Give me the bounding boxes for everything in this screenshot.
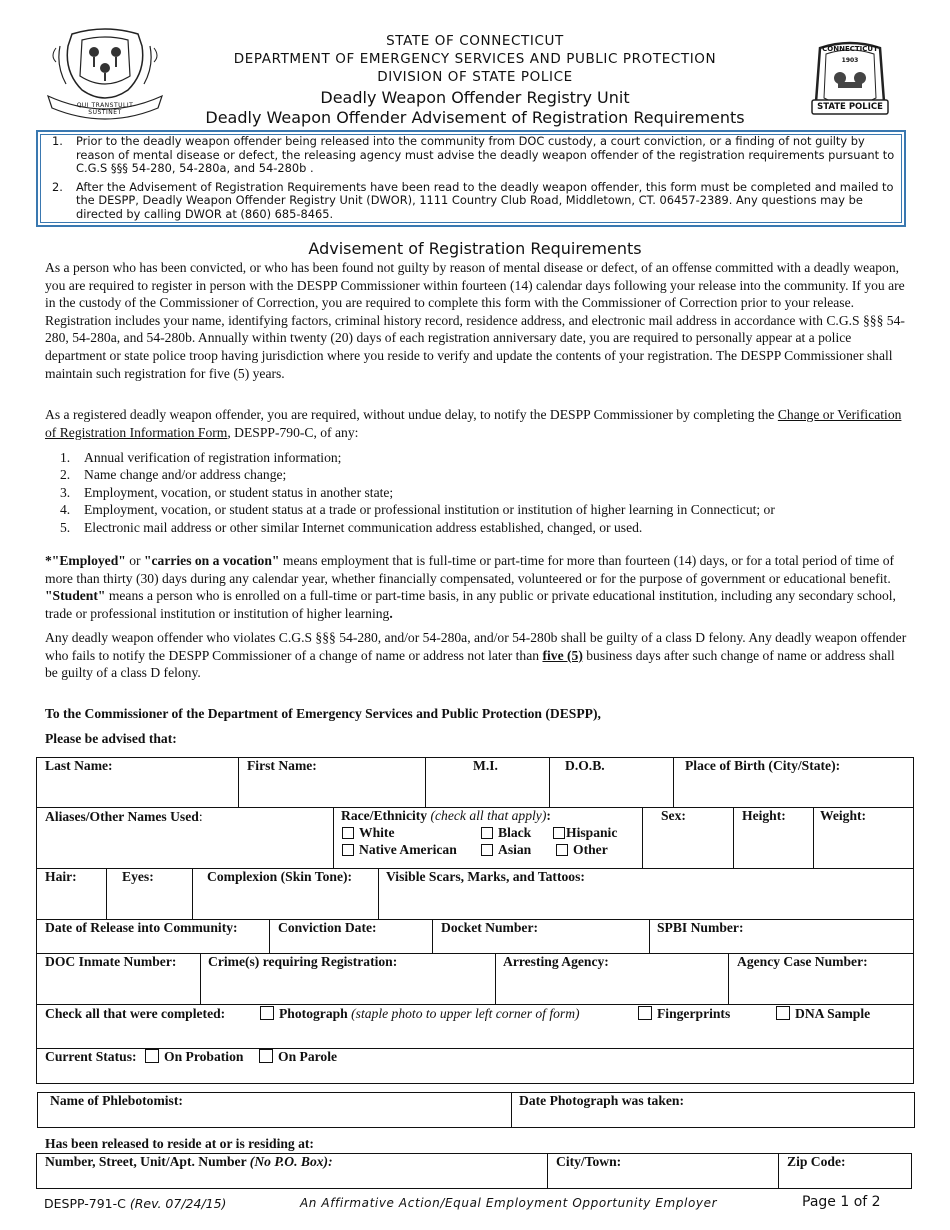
scars-marks-tattoos-field[interactable]: Visible Scars, Marks, and Tattoos: bbox=[386, 869, 585, 884]
arresting-agency-field[interactable]: Arresting Agency: bbox=[503, 954, 609, 969]
fingerprints-checkbox[interactable]: Fingerprints bbox=[638, 1006, 730, 1022]
notification-list bbox=[60, 449, 900, 536]
place-of-birth-field[interactable]: Place of Birth (City/State): bbox=[685, 758, 841, 773]
change-verification-form-link[interactable]: Change or Verification of Registration Information Form bbox=[45, 407, 902, 440]
header-state: STATE OF CONNECTICUT bbox=[386, 33, 564, 49]
definitions-paragraph: *"Employed" or "carries on a vocation" means employment that is full-time or part-time for more than fourteen (14) days, or for a total period of time of more than thirty (30) days during any calendar year, whether financially compensated, volunteered or for the purpose of government or educational benefit. "Student" means a person who is enrolled on a full-time or part-time basis, in any public or private educational institution, including any secondary school, trade or professional institution or institution of higher learning. bbox=[45, 553, 896, 621]
instruction-item: 2. After the Advisement of Registration Requirements have been read to the deadly weapon offender, this form must be completed and mailed to the DESPP, Deadly Weapon Offender Registry Unit (DWOR), 1111 Country Club Road, Middletown, CT. 06457-2389. Any questions may be directed by calling DWOR at (860) 685-8465. bbox=[52, 179, 894, 221]
checkbox-icon bbox=[481, 827, 493, 839]
penalty-paragraph: Any deadly weapon offender who violates C.G.S §§§ 54-280, and/or 54-280a, and/or 54-280b shall be guilty of a class D felony. Any deadly weapon offender who fails to notify the DESPP Commissioner of a change of name or address not later than five (5) business days after such change of name or address shall be guilty of a class D felony. bbox=[45, 630, 907, 681]
advisement-paragraph-1: As a person who has been convicted, or who has been found not guilty by reason of mental disease or defect, of an offense committed with a deadly weapon, you are required to register in person with the DESPP Commissioner within fourteen (14) calendar days following your release into the community. If you are in the custody of the Commissioner of Correction, you are required to complete this form with the Commissioner of Correction prior to your release. Registration includes your name, identifying factors, criminal history record, residence address, and electronic mail address in accordance with C.G.S §§§ 54-280, 54-280a, and 54-280b. Annually within twenty (20) days of each registration anniversary date, you are required to personally appear at a police department or state police troop having jurisdiction where you reside to verify and update the contents of your registration. The DESPP Commissioner shall maintain such registration for five (5) years. bbox=[45, 260, 905, 381]
badge-top-text: CONNECTICUT bbox=[822, 45, 878, 53]
complexion-field[interactable]: Complexion (Skin Tone): bbox=[207, 869, 353, 884]
current-status-label: Current Status: bbox=[45, 1049, 137, 1064]
list-item: 2. Name change and/or address change; bbox=[60, 467, 287, 483]
spbi-number-field[interactable]: SPBI Number: bbox=[657, 920, 744, 935]
crimes-field[interactable]: Crime(s) requiring Registration: bbox=[208, 954, 398, 969]
race-ethnicity-label: Race/Ethnicity (check all that apply): bbox=[341, 808, 551, 823]
header-division: DIVISION OF STATE POLICE bbox=[377, 69, 573, 85]
docket-number-field[interactable]: Docket Number: bbox=[441, 920, 539, 935]
agency-case-number-field[interactable]: Agency Case Number: bbox=[737, 954, 868, 969]
aliases-field[interactable]: Aliases/Other Names Used: bbox=[45, 809, 203, 824]
checkbox-icon bbox=[556, 844, 568, 856]
checkbox-icon bbox=[145, 1049, 159, 1063]
on-parole-checkbox[interactable]: On Parole bbox=[259, 1049, 337, 1065]
zip-code-field[interactable]: Zip Code: bbox=[787, 1154, 846, 1169]
header-unit: Deadly Weapon Offender Registry Unit bbox=[320, 88, 630, 107]
checkbox-icon bbox=[342, 844, 354, 856]
photograph-date-field[interactable]: Date Photograph was taken: bbox=[519, 1093, 685, 1108]
header-department: DEPARTMENT OF EMERGENCY SERVICES AND PUBLIC PROTECTION bbox=[233, 51, 717, 67]
form-id: DESPP-791-C (Rev. 07/24/15) bbox=[44, 1196, 227, 1211]
first-name-field[interactable]: First Name: bbox=[247, 758, 317, 773]
weight-field[interactable]: Weight: bbox=[820, 808, 867, 823]
badge-year: 1903 bbox=[841, 57, 859, 64]
please-advised-line: Please be advised that: bbox=[45, 731, 177, 746]
page-number: Page 1 of 2 bbox=[802, 1194, 881, 1210]
list-item: 3. Employment, vocation, or student status in another state; bbox=[60, 484, 394, 500]
checkbox-icon bbox=[259, 1049, 273, 1063]
phlebotomist-name-field[interactable]: Name of Phlebotomist: bbox=[50, 1093, 183, 1108]
checkbox-icon bbox=[553, 827, 565, 839]
race-hispanic-checkbox[interactable]: Hispanic bbox=[553, 825, 617, 841]
last-name-field[interactable]: Last Name: bbox=[45, 758, 113, 773]
advisement-paragraph-2: As a registered deadly weapon offender, you are required, without undue delay, to notify the DESPP Commissioner by completing the Change or Verification of Registration Information Form, DESPP-790-C, of any: bbox=[45, 407, 902, 440]
list-item: 5. Electronic mail address or other similar Internet communication address established, changed, or used. bbox=[60, 519, 643, 535]
seal-motto: QUI TRANSTULIT SUSTINET bbox=[76, 102, 134, 116]
list-item: 4. Employment, vocation, or student status at a trade or professional institution or institution of higher learning in Connecticut; or bbox=[60, 502, 775, 518]
check-all-completed-label: Check all that were completed: bbox=[45, 1006, 226, 1021]
race-native-american-checkbox[interactable]: Native American bbox=[342, 842, 457, 858]
instructions-box bbox=[36, 130, 906, 227]
height-field[interactable]: Height: bbox=[742, 808, 786, 823]
race-white-checkbox[interactable]: White bbox=[342, 825, 395, 841]
conviction-date-field[interactable]: Conviction Date: bbox=[278, 920, 377, 935]
on-probation-checkbox[interactable]: On Probation bbox=[145, 1049, 243, 1065]
checkbox-icon bbox=[776, 1006, 790, 1020]
dob-field[interactable]: D.O.B. bbox=[565, 758, 605, 773]
city-town-field[interactable]: City/Town: bbox=[556, 1154, 622, 1169]
page-title: Deadly Weapon Offender Advisement of Registration Requirements bbox=[205, 108, 745, 127]
photograph-checkbox[interactable]: Photograph (staple photo to upper left corner of form) bbox=[260, 1006, 580, 1022]
eeo-statement: An Affirmative Action/Equal Employment Opportunity Employer bbox=[300, 1196, 718, 1210]
checkbox-icon bbox=[342, 827, 354, 839]
instruction-item: 1. Prior to the deadly weapon offender being released into the community from DOC custody, a court conviction, or a finding of not guilty by reason of mental disease or defect, the releasing agency must advise the deadly weapon offender of the registration requirements pursuant to C.G.S §§§ 54-280, 54-280a, and 54-280b . bbox=[52, 134, 895, 175]
doc-inmate-number-field[interactable]: DOC Inmate Number: bbox=[45, 954, 177, 969]
sex-field[interactable]: Sex: bbox=[661, 808, 686, 823]
badge-bottom-text: STATE POLICE bbox=[817, 102, 883, 112]
race-asian-checkbox[interactable]: Asian bbox=[481, 842, 531, 858]
street-address-field[interactable]: Number, Street, Unit/Apt. Number (No P.O. Box): bbox=[45, 1154, 333, 1169]
eyes-field[interactable]: Eyes: bbox=[122, 869, 154, 884]
list-item: 1. Annual verification of registration information; bbox=[60, 450, 342, 465]
hair-field[interactable]: Hair: bbox=[45, 869, 77, 884]
release-date-field[interactable]: Date of Release into Community: bbox=[45, 920, 238, 935]
race-other-checkbox[interactable]: Other bbox=[556, 842, 608, 858]
checkbox-icon bbox=[638, 1006, 652, 1020]
commissioner-address-line: To the Commissioner of the Department of Emergency Services and Public Protection (DESPP), bbox=[45, 706, 601, 721]
advisement-heading: Advisement of Registration Requirements bbox=[308, 239, 642, 258]
dna-sample-checkbox[interactable]: DNA Sample bbox=[776, 1006, 870, 1022]
middle-initial-field[interactable]: M.I. bbox=[473, 758, 498, 773]
checkbox-icon bbox=[260, 1006, 274, 1020]
checkbox-icon bbox=[481, 844, 493, 856]
race-black-checkbox[interactable]: Black bbox=[481, 825, 531, 841]
released-to-label: Has been released to reside at or is residing at: bbox=[45, 1136, 314, 1151]
